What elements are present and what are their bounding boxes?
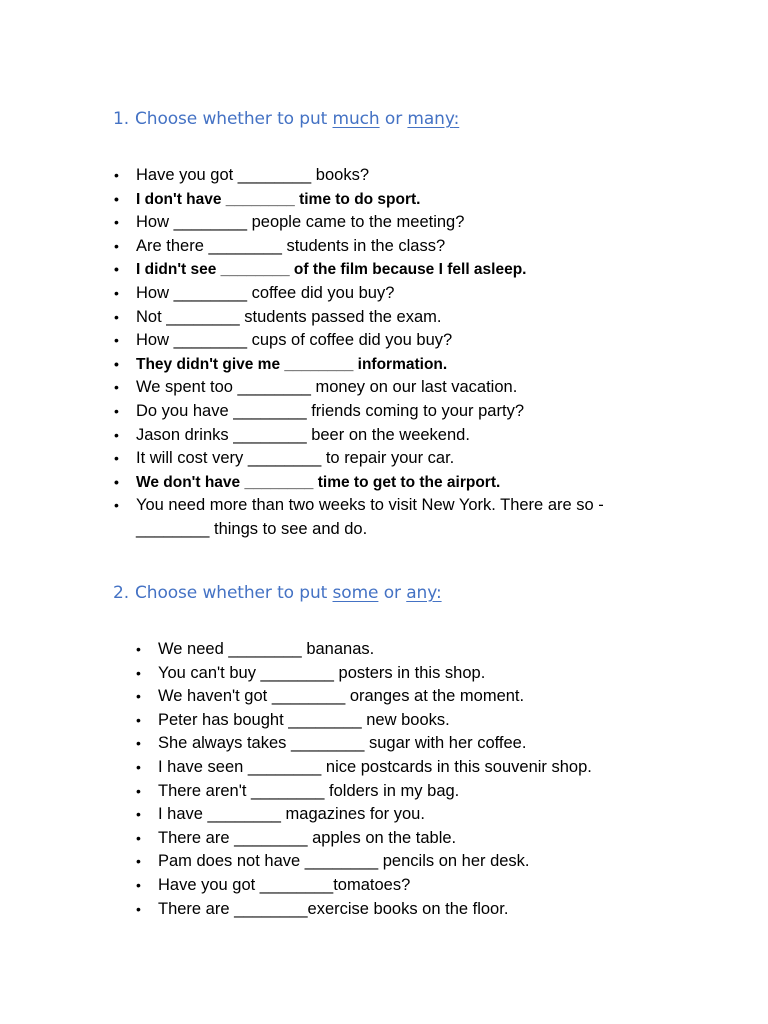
exercise-item — [114, 235, 604, 259]
section-1-exercise-list — [114, 164, 604, 542]
section-1-intro: Choose whether to put — [135, 109, 328, 129]
exercise-sentence: Not ________ students passed the exam. — [136, 307, 442, 326]
exercise-item — [136, 709, 592, 733]
exercise-sentence: There are ________ apples on the table. — [158, 828, 457, 847]
exercise-sentence: I have seen ________ nice postcards in this souvenir shop. — [158, 757, 592, 776]
exercise-item — [114, 211, 604, 235]
exercise-item — [114, 329, 604, 353]
section-1-word-b: many: — [407, 109, 460, 129]
exercise-sentence: She always takes ________ sugar with her coffee. — [158, 734, 527, 753]
exercise-item — [136, 898, 592, 922]
section-2-heading — [113, 583, 442, 603]
exercise-sentence: We need ________ bananas. — [158, 640, 375, 658]
section-1-word-a: much — [332, 109, 380, 129]
exercise-item — [136, 803, 592, 827]
exercise-sentence: There aren't ________ folders in my bag. — [158, 781, 460, 800]
exercise-item — [136, 638, 592, 662]
exercise-item — [114, 258, 604, 282]
section-1-heading — [113, 109, 459, 129]
exercise-item — [136, 756, 592, 780]
exercise-sentence: Pam does not have ________ pencils on her desk. — [158, 852, 530, 871]
exercise-item — [114, 188, 604, 212]
exercise-sentence: You can't buy ________ posters in this shop. — [158, 663, 486, 682]
exercise-sentence: We don't have ________ time to get to the airport. — [136, 473, 501, 491]
exercise-item — [136, 850, 592, 874]
exercise-sentence: We haven't got ________ oranges at the moment. — [158, 687, 525, 706]
exercise-item — [114, 353, 604, 377]
section-2-exercise-list — [136, 638, 592, 921]
exercise-sentence: You need more than two weeks to visit New York. There are so - — [136, 496, 604, 515]
exercise-item — [114, 424, 604, 448]
exercise-sentence-continuation: ________ things to see and do. — [136, 519, 368, 538]
exercise-sentence: It will cost very ________ to repair your car. — [136, 449, 455, 468]
section-1-number: 1. — [113, 109, 130, 129]
exercise-item — [114, 376, 604, 400]
exercise-sentence: Peter has bought ________ new books. — [158, 710, 450, 729]
exercise-sentence: Are there ________ students in the class? — [136, 236, 446, 255]
exercise-item — [114, 400, 604, 424]
section-2-word-a: some — [332, 583, 379, 603]
section-2-connector: or — [383, 583, 401, 603]
exercise-item — [136, 662, 592, 686]
section-2-word-b: any: — [406, 583, 442, 603]
exercise-sentence: We spent too ________ money on our last vacation. — [136, 378, 518, 397]
exercise-sentence: Jason drinks ________ beer on the weekend. — [136, 425, 470, 444]
exercise-sentence: There are ________exercise books on the floor. — [158, 899, 509, 918]
exercise-sentence: Have you got ________ books? — [136, 166, 370, 184]
exercise-sentence: I don't have ________ time to do sport. — [136, 190, 421, 208]
exercise-item — [136, 827, 592, 851]
exercise-sentence: I didn't see ________ of the film because I fell asleep. — [136, 261, 527, 279]
exercise-sentence: They didn't give me ________ information. — [136, 355, 448, 373]
exercise-item — [136, 732, 592, 756]
section-1-connector: or — [384, 109, 403, 129]
section-2-number: 2. — [113, 583, 130, 603]
exercise-item — [114, 447, 604, 471]
exercise-item — [136, 780, 592, 804]
exercise-sentence: Have you got ________tomatoes? — [158, 875, 411, 894]
exercise-item — [114, 471, 604, 495]
exercise-item — [114, 282, 604, 306]
exercise-sentence: How ________ cups of coffee did you buy? — [136, 331, 453, 350]
exercise-item — [136, 874, 592, 898]
section-2-intro: Choose whether to put — [135, 583, 328, 603]
exercise-sentence: Do you have ________ friends coming to your party? — [136, 401, 524, 420]
exercise-sentence: How ________ coffee did you buy? — [136, 283, 395, 302]
exercise-sentence: I have ________ magazines for you. — [158, 805, 425, 824]
exercise-item — [114, 306, 604, 330]
exercise-item — [136, 685, 592, 709]
exercise-item — [114, 164, 604, 188]
exercise-item — [114, 494, 604, 541]
exercise-sentence: How ________ people came to the meeting? — [136, 213, 465, 232]
